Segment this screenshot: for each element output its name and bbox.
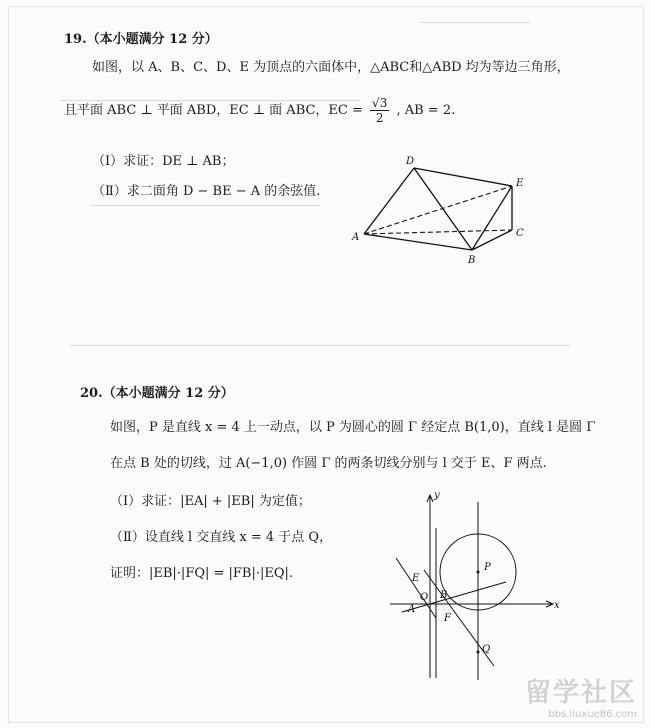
watermark-url: bbs.liuxue86.com (548, 709, 637, 720)
q19-part2: （Ⅱ）求二面角 D − BE − A 的余弦值. (92, 184, 321, 199)
edge-DB (414, 168, 472, 250)
scan-artifact (90, 205, 320, 206)
point-Q (477, 651, 480, 654)
label-D: D (406, 156, 415, 167)
label-A: A (352, 232, 360, 243)
q19-ec-fraction (370, 96, 389, 125)
label-B: B (440, 590, 448, 601)
label-A: A (408, 604, 416, 615)
q19-ec-numerator: √3 (372, 96, 388, 110)
q20-header: 20.（本小题满分 12 分） (80, 386, 234, 401)
label-E: E (516, 178, 524, 189)
label-B: B (468, 255, 476, 266)
watermark-logo-text: 留学社区 (524, 678, 637, 708)
label-Q: Q (482, 644, 491, 655)
q20-figure (378, 488, 578, 688)
label-y: y (434, 490, 440, 501)
edge-AB (364, 234, 472, 250)
point-P (477, 571, 480, 574)
q19-header: 19.（本小题满分 12 分） (64, 32, 218, 47)
label-C: C (516, 228, 524, 239)
label-O: O (420, 592, 429, 603)
q19-line2-pre: 且平面 ABC ⊥ 平面 ABD，EC ⊥ 面 ABC，EC = (64, 103, 363, 118)
scan-artifact (420, 22, 530, 23)
edge-DE (414, 168, 512, 186)
label-P: P (484, 562, 491, 573)
q19-statement-line2 (64, 96, 455, 125)
q20-part2: （Ⅱ）设直线 l 交直线 x = 4 于点 Q， (110, 530, 333, 545)
q20-part1: （Ⅰ）求证：|EA| + |EB| 为定值； (110, 494, 311, 509)
q20-statement-line2: 在点 B 处的切线，过 A(−1,0) 作圆 Γ 的两条切线分别与 l 交于 E、F 两点. (110, 456, 547, 471)
q19-statement-line1: 如图，以 A、B、C、D、E 为顶点的六面体中，△ABC和△ABD 均为等边三角形， (92, 60, 570, 75)
edge-AE-dashed (364, 186, 512, 234)
scan-artifact (70, 345, 570, 346)
label-F: F (444, 613, 451, 624)
watermark (525, 672, 637, 720)
q19-figure (340, 150, 540, 270)
q20-proof: 证明：|EB|·|FQ| = |FB|·|EQ|. (110, 566, 294, 581)
edge-AC-dashed (364, 230, 512, 234)
label-E: E (412, 573, 420, 584)
q19-part1: （Ⅰ）求证：DE ⊥ AB； (92, 154, 235, 169)
q20-statement-line1: 如图，P 是直线 x = 4 上一动点，以 P 为圆心的圆 Γ 经定点 B(1,0)，直线 l 是圆 Γ (110, 420, 596, 435)
edge-AD (364, 168, 414, 234)
q19-ec-denominator: 2 (375, 111, 384, 125)
q19-line2-post: , AB = 2. (396, 103, 456, 118)
label-x: x (554, 600, 560, 611)
